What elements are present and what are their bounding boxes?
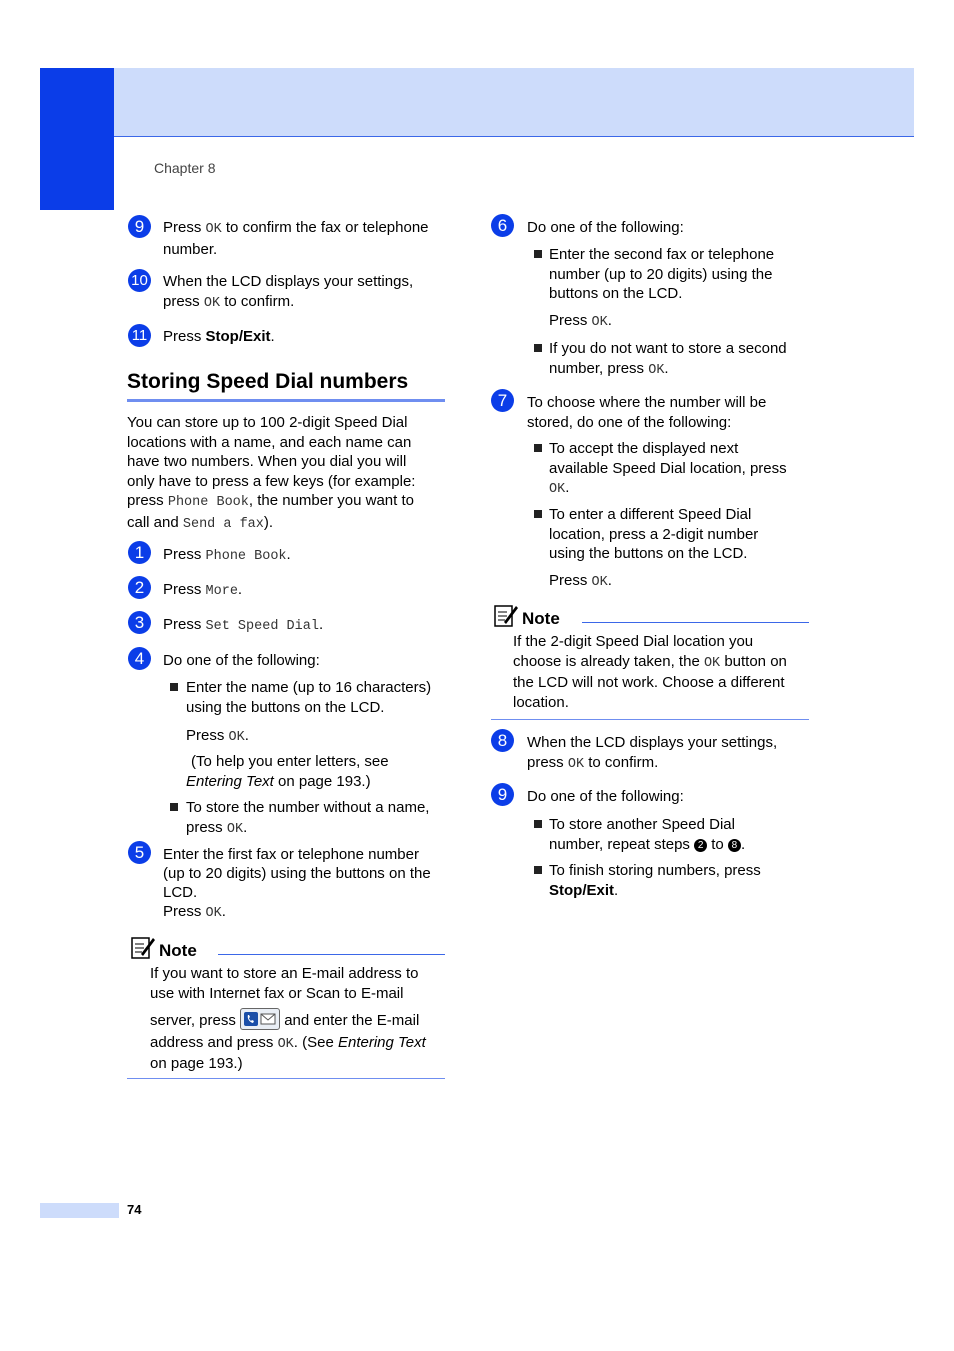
note-bottom-rule [491, 719, 809, 720]
step-number: 4 [128, 647, 151, 670]
lcd-key: Phone Book [205, 549, 287, 564]
intro-paragraph: You can store up to 100 2-digit Speed Dial locations with a name, and each name can have two numbers. When you dial you will only have to press a few keys (for example: press Phone Book, the number you want to call and Send a fax). [127, 414, 416, 532]
note-icon [130, 934, 156, 960]
step-number: 11 [128, 324, 151, 347]
fax-email-key-icon[interactable] [240, 1008, 280, 1030]
lcd-key: OK [203, 295, 221, 311]
chapter-label: Chapter 8 [154, 160, 216, 176]
step-text: Enter the first fax or telephone number (up to 20 digits) using the buttons on the LCD. Press OK. [163, 846, 431, 921]
key-label: Stop/Exit [549, 881, 615, 899]
step-text: Do one of the following: [527, 788, 684, 805]
bullet [170, 803, 178, 811]
lcd-key: OK [648, 362, 665, 378]
lcd-key: OK [591, 575, 608, 590]
bullet [534, 866, 542, 874]
step-text: When the LCD displays your settings, press OK to confirm. [527, 734, 778, 772]
step-text: Do one of the following: [527, 219, 684, 236]
note-title: Note [522, 609, 560, 628]
page-number: 74 [127, 1202, 142, 1217]
step-number: 9 [491, 783, 514, 806]
step-text: Press OK to confirm the fax or telephone number. [163, 219, 429, 258]
note-title: Note [159, 941, 197, 960]
press-text: Press OK. [186, 727, 249, 745]
section-title: Storing Speed Dial numbers [127, 370, 409, 393]
lcd-key: OK [277, 1036, 294, 1052]
footer-band [40, 1203, 119, 1218]
note-rule [218, 954, 445, 955]
step-text: Press Stop/Exit. [163, 328, 275, 345]
bullet [170, 683, 178, 691]
section-rule [127, 399, 445, 402]
step-number: 1 [128, 541, 151, 564]
bullet-text: Enter the name (up to 16 characters) using the buttons on the LCD. [186, 679, 432, 716]
lcd-key: OK [205, 222, 222, 237]
lcd-key: OK [703, 655, 721, 671]
step-number: 6 [491, 214, 514, 237]
bullet [534, 820, 542, 828]
step-number: 9 [128, 215, 151, 238]
step-text: Press More. [163, 581, 243, 599]
step-number: 2 [128, 576, 151, 599]
step-number: 10 [128, 269, 151, 292]
bullet-text: To finish storing numbers, press Stop/Exit. [549, 862, 761, 899]
note-icon [493, 602, 519, 628]
step-number: 5 [128, 841, 151, 864]
bullet-text: To enter a different Speed Dial location, press a 2-digit number using the buttons on the LCD. [549, 506, 759, 562]
step-text: Press Phone Book. [163, 546, 291, 564]
note-rule [582, 622, 809, 623]
chapter-tab [40, 68, 114, 210]
header-band [40, 68, 914, 137]
note-body: If the 2-digit Speed Dial location you choose is already taken, the OK button on the LCD will not work. Choose a different location. [513, 633, 787, 711]
lcd-key: OK [549, 482, 566, 497]
lcd-key: OK [205, 906, 222, 921]
step-text: Do one of the following: [163, 652, 320, 669]
lcd-key: OK [591, 315, 608, 330]
lcd-key: OK [567, 756, 585, 772]
lcd-key: Phone Book [167, 495, 249, 510]
lcd-key: OK [228, 730, 245, 745]
bullet [534, 344, 542, 352]
key-label: Stop/Exit [205, 328, 271, 345]
step-ref: 8 [728, 839, 741, 852]
bullet-text: To store the number without a name, press OK. [186, 799, 430, 837]
step-number: 3 [128, 611, 151, 634]
bullet-text: To store another Speed Dial number, repeat steps 2 to 8 . [549, 816, 746, 853]
note-body: If you want to store an E-mail address to use with Internet fax or Scan to E-mail server, press and enter the E-mail address and press OK. (See Entering Text on page 193.) [150, 965, 426, 1072]
press-text: Press OK. [549, 312, 612, 330]
step-ref: 2 [694, 839, 707, 852]
step-number: 8 [491, 729, 514, 752]
note-bottom-rule [127, 1078, 445, 1079]
step-text: When the LCD displays your settings, press OK to confirm. [163, 273, 414, 311]
step-number: 7 [491, 389, 514, 412]
step-text: To choose where the number will be stored, do one of the following: [527, 394, 767, 431]
bullet [534, 510, 542, 518]
bullet-text: If you do not want to store a second number, press OK. [549, 340, 787, 378]
press-text: Press OK. [549, 572, 612, 590]
lcd-key: OK [226, 821, 244, 837]
lcd-key: More [205, 584, 238, 599]
step-text: Press Set Speed Dial. [163, 616, 324, 634]
bullet [534, 250, 542, 258]
bullet-text: To accept the displayed next available Speed Dial location, press OK. [549, 440, 787, 497]
bullet [534, 444, 542, 452]
lcd-key: Set Speed Dial [205, 619, 319, 634]
bullet-text: Enter the second fax or telephone number (up to 20 digits) using the buttons on the LCD. [549, 246, 775, 302]
help-text: (To help you enter letters, see Entering Text on page 193.) [186, 753, 389, 790]
lcd-key: Send a fax [182, 516, 264, 532]
